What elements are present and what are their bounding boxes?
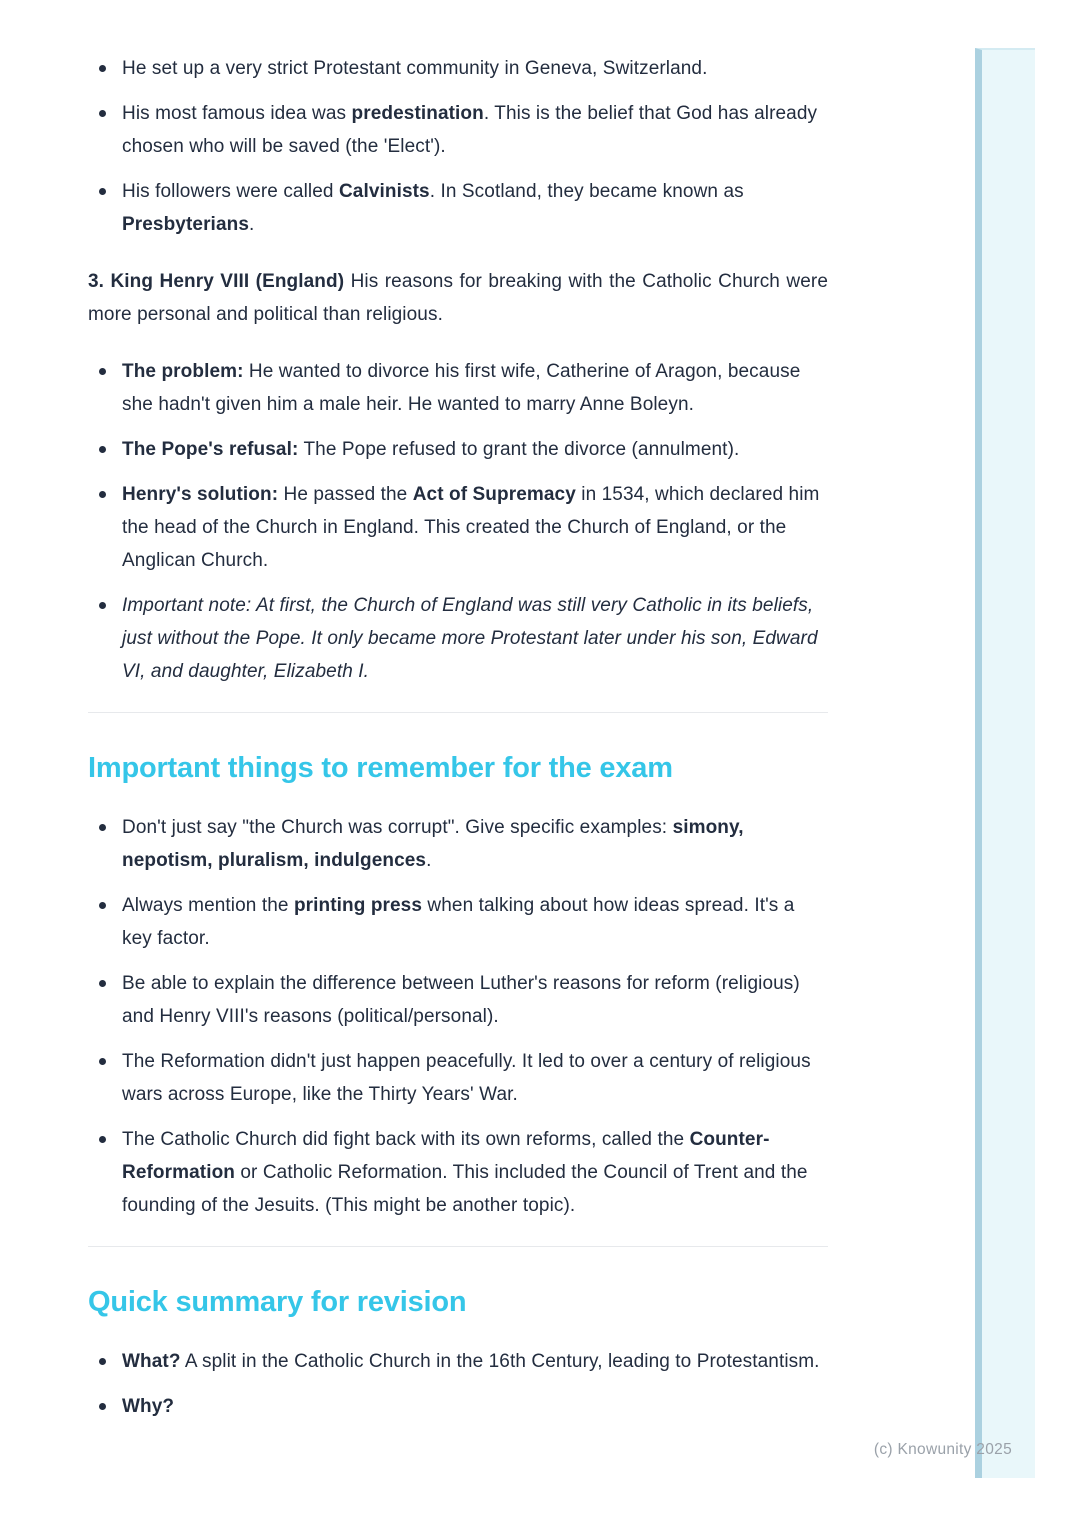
bold-text: simony, nepotism, pluralism, indulgences xyxy=(122,817,744,871)
bold-text: Act of Supremacy xyxy=(412,484,576,505)
bullet-list xyxy=(88,355,828,688)
bold-text: Calvinists xyxy=(338,181,430,202)
text-segment: . This is the belief that God has already chosen who will be saved (the 'Elect'). xyxy=(122,103,818,157)
list-item xyxy=(88,1123,828,1222)
text-segment: His reasons for breaking with the Catholic Church were more personal and political than religious. xyxy=(88,271,828,325)
bold-text: 3. King Henry VIII (England) xyxy=(88,271,345,292)
text-segment: or Catholic Reformation. This included the Council of Trent and the founding of the Jesuits. (This might be another topic). xyxy=(122,1162,808,1216)
section-heading: Important things to remember for the exam xyxy=(88,752,673,784)
text-segment: . In Scotland, they became known as xyxy=(429,181,744,202)
text-segment: The Reformation didn't just happen peacefully. It led to over a century of religious wars across Europe, like the Thirty Years' War. xyxy=(122,1051,811,1105)
list-item xyxy=(88,967,828,1033)
bold-text: The problem: xyxy=(122,361,244,382)
section-heading: Quick summary for revision xyxy=(88,1286,467,1318)
list-item xyxy=(88,97,828,163)
note-content xyxy=(88,52,828,1447)
italic-text: Important note: At first, the Church of England was still very Catholic in its beliefs, just without the Pope. It only became more Protestant later under his son, Edward VI, and daughter, Elizabeth I. xyxy=(122,595,818,682)
text-segment: . xyxy=(426,850,432,871)
bold-text: Henry's solution: xyxy=(122,484,279,505)
bold-text: The Pope's refusal: xyxy=(122,439,299,460)
list-item xyxy=(88,589,828,688)
text-segment: He wanted to divorce his first wife, Catherine of Aragon, because she hadn't given him a male heir. He wanted to marry Anne Boleyn. xyxy=(122,361,801,415)
list-item xyxy=(88,1390,828,1423)
text-segment: in 1534, which declared him the head of the Church in England. This created the Church of England, or the Anglican Church. xyxy=(122,484,820,571)
bold-text: What? xyxy=(122,1351,181,1372)
list-item xyxy=(88,889,828,955)
list-item xyxy=(88,52,828,85)
bullet-list xyxy=(88,52,828,241)
section-divider xyxy=(88,1246,828,1247)
bold-text: Presbyterians xyxy=(122,214,249,235)
copyright-watermark: (c) Knowunity 2025 xyxy=(873,1441,1012,1458)
text-segment: Be able to explain the difference between Luther's reasons for reform (religious) and Henry VIII's reasons (political/personal). xyxy=(122,973,800,1027)
list-item xyxy=(88,478,828,577)
bullet-list xyxy=(88,1345,828,1423)
section-divider xyxy=(88,712,828,713)
text-segment: The Pope refused to grant the divorce (annulment). xyxy=(298,439,740,460)
text-segment: He passed the xyxy=(278,484,413,505)
list-item xyxy=(88,175,828,241)
list-item xyxy=(88,433,828,466)
text-segment: Always mention the xyxy=(122,895,294,916)
bold-text: Why? xyxy=(122,1396,175,1417)
list-item xyxy=(88,355,828,421)
text-segment: Don't just say "the Church was corrupt". Give specific examples: xyxy=(122,817,673,838)
text-segment: when talking about how ideas spread. It's a key factor. xyxy=(122,895,795,949)
bold-text: Counter-Reformation xyxy=(122,1129,770,1183)
text-segment: The Catholic Church did fight back with its own reforms, called the xyxy=(122,1129,690,1150)
text-segment: His most famous idea was xyxy=(122,103,352,124)
list-item xyxy=(88,1045,828,1111)
bold-text: predestination xyxy=(351,103,484,124)
list-item xyxy=(88,811,828,877)
text-segment: . xyxy=(248,214,255,235)
bullet-list xyxy=(88,811,828,1222)
page-edge-highlight-bar xyxy=(975,48,1035,1478)
bold-text: printing press xyxy=(293,895,423,916)
text-segment: His followers were called xyxy=(122,181,339,202)
numbered-paragraph xyxy=(88,265,828,331)
text-segment: He set up a very strict Protestant community in Geneva, Switzerland. xyxy=(122,58,708,79)
list-item xyxy=(88,1345,828,1378)
text-segment: A split in the Catholic Church in the 16th Century, leading to Protestantism. xyxy=(180,1351,820,1372)
